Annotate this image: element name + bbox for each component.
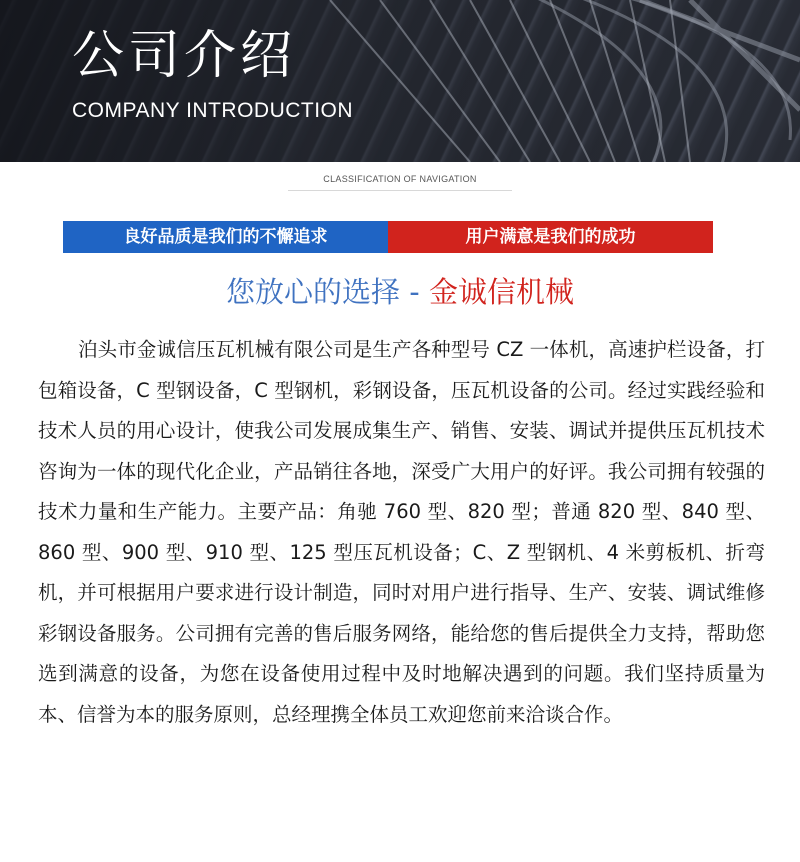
headline-separator: - <box>409 275 420 309</box>
headline-lead: 您放心的选择 <box>226 275 401 309</box>
headline-brand: 金诚信机械 <box>428 275 574 309</box>
page-title: 公司介绍 <box>72 26 297 86</box>
page-subtitle: COMPANY INTRODUCTION <box>72 99 354 122</box>
navigation-caption: CLASSIFICATION OF NAVIGATION <box>323 174 477 184</box>
headline <box>0 272 800 312</box>
slogan-satisfaction: 用户满意是我们的成功 <box>388 221 713 253</box>
header-banner <box>0 0 800 162</box>
slogan-quality: 良好品质是我们的不懈追求 <box>63 221 388 253</box>
company-description: 泊头市金诚信压瓦机械有限公司是生产各种型号 CZ 一体机，高速护栏设备，打包箱设备，C 型钢设备，C 型钢机，彩钢设备，压瓦机设备的公司。经过实践经验和技术人员的用心设计，使我公司发展成集生产、销售、安装、调试并提供压瓦机技术咨询为一体的现代化企业，产品销往各地，深受广大用户的好评。我公司拥有较强的技术力量和生产能力。主要产品：角驰 760 型、820 型；普通 820 型、840 型、860 型、900 型、910 型、125 型压瓦机设备；C、Z 型钢机、4 米剪板机、折弯机，并可根据用户要求进行设计制造，同时对用户进行指导、生产、安装、调试维修彩钢设备服务。公司拥有完善的售后服务网络，能给您的售后提供全力支持，帮助您选到满意的设备，为您在设备使用过程中及时地解决遇到的问题。我们坚持质量为本、信誉为本的服务原则，总经理携全体员工欢迎您前来洽谈合作。 <box>38 338 765 726</box>
caption-divider <box>288 190 512 191</box>
